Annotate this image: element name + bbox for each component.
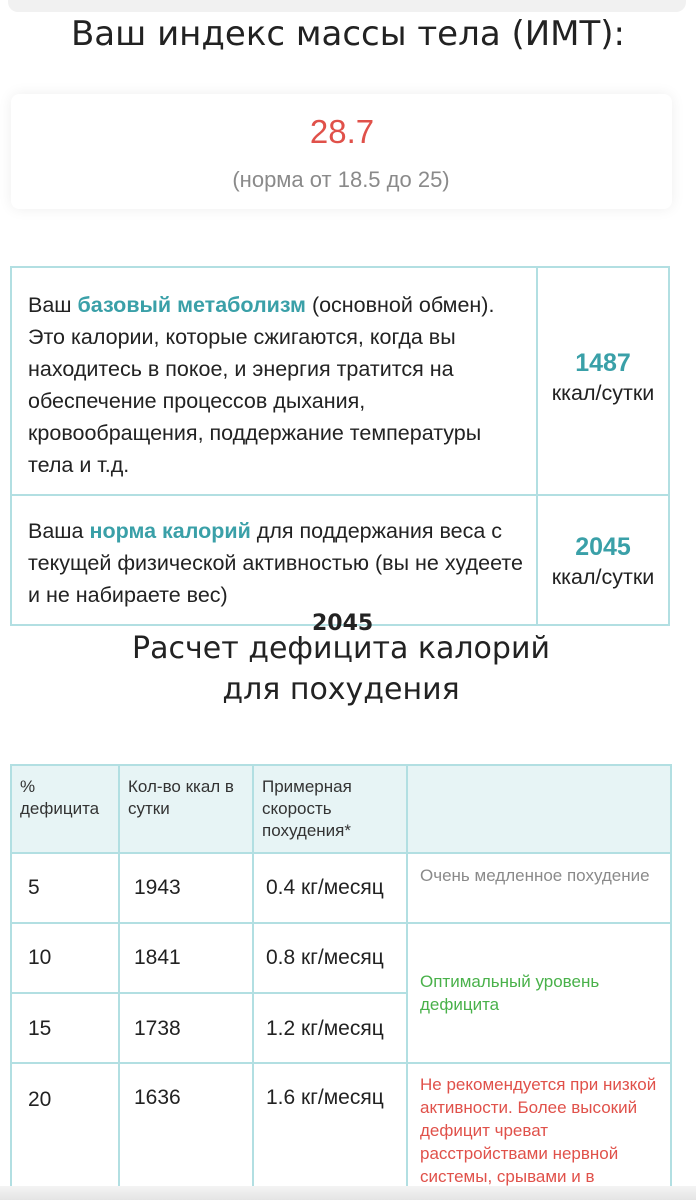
deficit-title <box>0 628 682 710</box>
calorie-norm-description <box>28 515 526 611</box>
note-warning: Не рекомендуется при низкой активности. Более высокий дефицит чреват расстройствами нервной системы, срывами и в <box>420 1075 657 1186</box>
row-kcal: 1738 <box>134 1017 181 1040</box>
col-divider <box>118 766 120 1200</box>
bmr-highlight: базовый метаболизм <box>77 293 306 317</box>
calorie-norm-value-cell <box>538 532 668 592</box>
bmr-value-cell <box>538 348 668 408</box>
header-kcal: Кол-во ккал в сутки <box>128 777 234 818</box>
note-slow: Очень медленное похудение <box>420 866 650 885</box>
row-divider <box>12 1062 670 1064</box>
row-speed: 1.2 кг/месяц <box>266 1017 384 1040</box>
deficit-title-line1: Расчет дефицита калорий <box>132 631 550 666</box>
col-divider <box>406 766 408 1200</box>
row-speed: 1.6 кг/месяц <box>266 1086 384 1109</box>
bottom-edge <box>0 1186 696 1200</box>
row-kcal: 1636 <box>134 1086 181 1109</box>
header-speed: Примерная скорость похудения* <box>262 777 352 840</box>
deficit-table <box>10 764 672 1200</box>
metabolism-table <box>10 266 670 626</box>
deficit-title-line2: для похудения <box>222 672 460 707</box>
col-divider <box>252 766 254 1200</box>
bmr-row <box>12 268 668 496</box>
bmr-value: 1487 <box>575 349 631 377</box>
stray-number: 2045 <box>312 611 374 636</box>
bmi-value: 28.7 <box>309 113 375 150</box>
bmi-title: Ваш индекс массы тела (ИМТ): <box>70 14 625 54</box>
bmr-unit: ккал/сутки <box>551 381 655 405</box>
bmi-norm: (норма от 18.5 до 25) <box>232 167 450 192</box>
row-percent: 15 <box>28 1017 52 1040</box>
row-speed: 0.8 кг/месяц <box>266 946 384 969</box>
bmr-prefix: Ваш <box>28 293 78 317</box>
top-bar <box>8 0 686 12</box>
calorie-norm-value: 2045 <box>575 533 631 561</box>
note-optimal: Оптимальный уровень дефицита <box>420 972 600 1014</box>
row-speed: 0.4 кг/месяц <box>266 876 384 899</box>
bmr-description <box>28 289 526 481</box>
row-kcal: 1841 <box>134 946 181 969</box>
calorie-norm-row <box>12 496 668 626</box>
row-divider <box>12 922 670 924</box>
row-percent: 5 <box>28 876 40 899</box>
calorie-norm-prefix: Ваша <box>28 519 90 543</box>
row-percent: 10 <box>28 946 52 969</box>
row-divider <box>12 852 670 854</box>
calorie-norm-suffix: для поддержания веса с текущей физической активностью (вы не худеете и не набираете вес) <box>28 519 523 607</box>
calorie-norm-highlight: норма калорий <box>89 519 251 543</box>
row-kcal: 1943 <box>134 876 181 899</box>
row-percent: 20 <box>28 1088 52 1111</box>
row-divider <box>12 992 408 994</box>
calorie-norm-unit: ккал/сутки <box>551 565 655 589</box>
header-percent: % дефицита <box>20 777 100 818</box>
bmr-suffix: (основной обмен). Это калории, которые сжигаются, когда вы находитесь в покое, и энергия тратится на обеспечение процессов дыхания, кровообращения, поддержание температуры тела и т.д. <box>28 293 495 477</box>
